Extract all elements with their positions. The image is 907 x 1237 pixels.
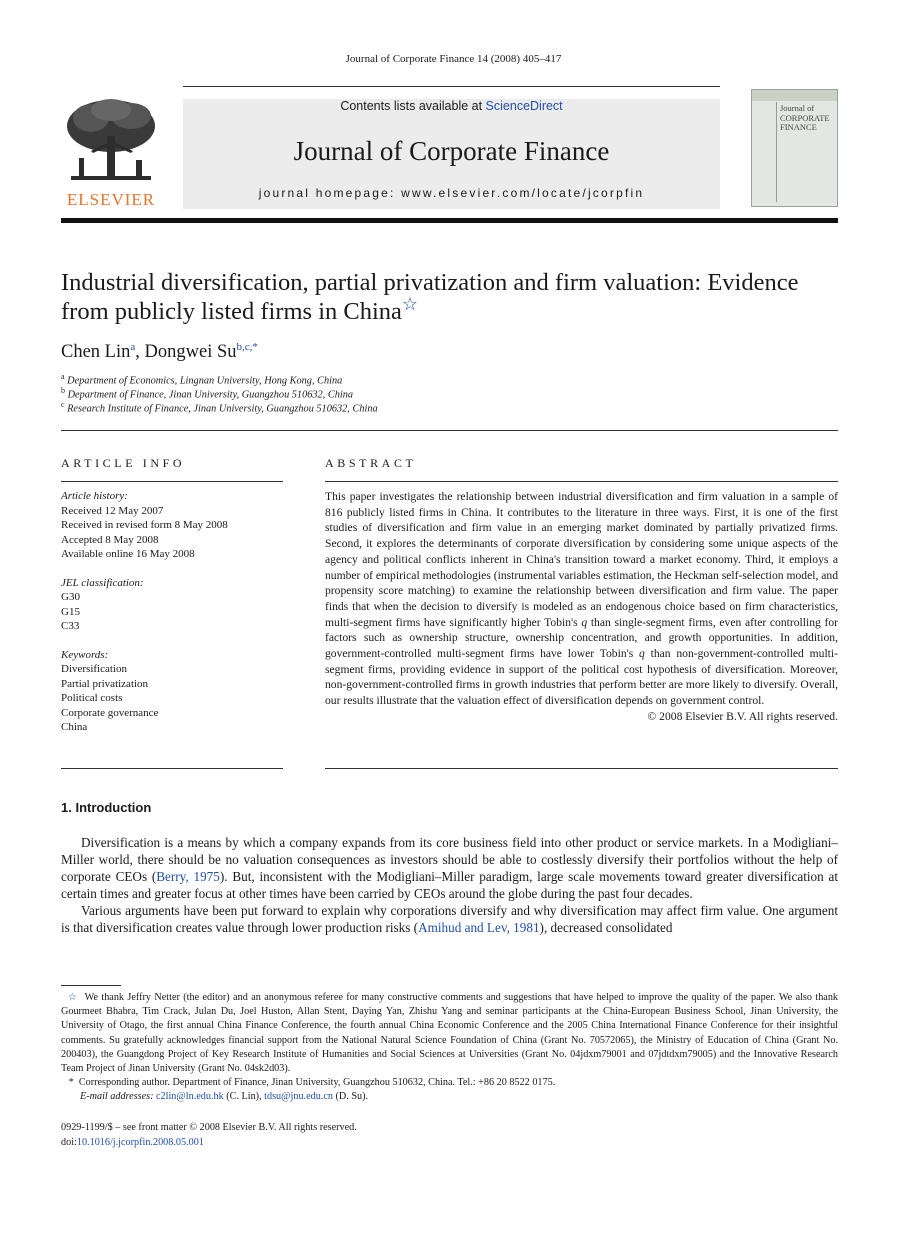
introduction-body [61, 834, 838, 937]
introduction-heading: 1. Introduction [61, 800, 152, 815]
para-text: Diversification is a means by which a company expands from its core business field into other product or service markets. In a Modigliani–Miller world, there should be no valuation consequences as investors should be able to costlessly diversify their portfolios without the help of corporate CEOs ( [61, 835, 838, 885]
footnote-acknowledgement [61, 991, 838, 1076]
jel-classification [61, 576, 283, 634]
abstract-q: q [581, 615, 588, 629]
author-affil-mark[interactable]: b,c,* [236, 341, 258, 353]
affil-text: Research Institute of Finance, Jinan University, Guangzhou 510632, China [67, 403, 378, 415]
affiliation [61, 400, 378, 414]
header-top-rule [183, 86, 720, 87]
history-item: Received in revised form 8 May 2008 [61, 519, 228, 531]
jel-label: JEL classification: [61, 576, 144, 589]
jel-code: C33 [61, 620, 80, 632]
abstract-text: than non-government-controlled multi-segment firms, providing evidence in support of the political cost hypothesis of diversification. Moreover, non-government-controlled firms in growth industries that perform better are more likely to diversify. Overall, our results illustrate that the valuation effect of diversification depends on government control. [325, 647, 838, 708]
affil-mark: b [61, 386, 65, 395]
paragraph [61, 834, 838, 902]
abstract-rule [325, 481, 838, 482]
author-separator: , [135, 342, 145, 363]
journal-homepage[interactable]: journal homepage: www.elsevier.com/locate/jcorpfin [258, 186, 645, 200]
keywords [61, 648, 283, 735]
paper-title [61, 268, 851, 326]
keyword: Political costs [61, 692, 123, 704]
affiliation [61, 372, 342, 386]
abstract-body [325, 489, 838, 725]
footnote-corresponding [61, 1076, 838, 1090]
cover-title [780, 104, 836, 133]
cover-header-band [752, 90, 837, 101]
keyword: China [61, 721, 88, 733]
paragraph [61, 902, 838, 936]
article-info-heading: ARTICLE INFO [61, 456, 186, 470]
journal-cover-thumbnail [751, 89, 838, 207]
author-affil-mark[interactable]: a [130, 341, 136, 353]
article-info-rule [61, 481, 283, 482]
issn-line: 0929-1199/$ – see front matter © 2008 Elsevier B.V. All rights reserved. [61, 1122, 357, 1133]
abstract-text: This paper investigates the relationship between industrial diversification and firm valuation in a sample of 816 publicly listed firms in China. It contributes to the literature in three ways. First, it is one of the first studies of diversification and firm value in an emerging market dominated by partially privatized firms. Second, it explores the determinants of corporate diversification by considering some unique aspects of the agency and political conflicts inherent in China's transition toward a market economy. Third, it employs a number of empirical methodologies (instrumental variables estimation, the Heckman self-selection model, and propensity score matching) to examine the relationship between diversification and firm value. The paper finds that when the decision to diversify is modeled as an endogenous choice based on firm characteristics, multi-segment firms have significantly higher Tobin's [325, 490, 838, 629]
email-link[interactable]: tdsu@jnu.edu.cn [264, 1091, 333, 1103]
title-divider [61, 430, 838, 431]
abstract-copyright: © 2008 Elsevier B.V. All rights reserved. [647, 709, 838, 723]
footnote-text: We thank Jeffry Netter (the editor) and an anonymous referee for many constructive comments and suggestions that have helped to improve the quality of the paper. We also thank Gourmeet Bhabra, Tim Crack, Julan Du, Joel Huston, Allan Stent, Daying Yan, Zhishu Yang and seminar participants at the China-European Business School, Jinan University, the University of Otago, the first annual China Finance Conference, the fourth annual China Economic Conference and the 2005 China International Finance Conference for their insightful comments. Su gratefully acknowledges financial support from the National Natural Science Foundation of China (Grant No. 70572065), the Ministry of Education of China (Grant No. 200403), the Guangdong Project of Key Research Institute of Humanities and Social Sciences at Universities (Grant No. 04jdxm79001 and 07jdtdxm79005) and the Innovative Research Team Project of Jinan University (Grant No. 04sk2d03). [61, 992, 839, 1075]
footnote-star-icon: ☆ [67, 992, 78, 1003]
jel-code: G15 [61, 605, 80, 618]
article-history [61, 489, 283, 562]
journal-reference: Journal of Corporate Finance 14 (2008) 405–417 [345, 53, 562, 65]
keyword: Corporate governance [61, 706, 159, 719]
abstract-q: q [639, 647, 645, 661]
history-item: Received 12 May 2007 [61, 504, 164, 517]
email-label: E-mail addresses: [80, 1091, 154, 1103]
footnote-asterisk: * [68, 1077, 74, 1089]
history-item: Accepted 8 May 2008 [61, 533, 159, 546]
para-text: ). But, inconsistent with the Modigliani–Miller paradigm, large scale movements toward greater diversification at certain times and greater focus at other times have been carried by CEOs around the globe during the past four decades. [61, 869, 839, 902]
footnote-emails [61, 1090, 838, 1104]
paper-title-text: Industrial diversification, partial privatization and firm valuation: Evidence from publicly listed firms in China [61, 269, 799, 325]
affil-mark: a [61, 372, 65, 381]
author-name: Chen Lin [61, 342, 131, 363]
contents-line [183, 99, 720, 113]
doi-link[interactable]: 10.1016/j.jcorpfin.2008.05.001 [76, 1136, 204, 1148]
keyword: Partial privatization [61, 677, 149, 690]
article-info-bottom-rule [61, 768, 283, 769]
affil-mark: c [61, 400, 65, 409]
author-list [61, 341, 258, 363]
history-label: Article history: [61, 490, 128, 502]
footnote-rule [61, 985, 121, 986]
footnote-text: Corresponding author. Department of Finance, Jinan University, Guangzhou 510632, China. Tel.: +86 20 8522 0175. [78, 1077, 556, 1089]
abstract-text: than single-segment firms, even after controlling for factors such as ownership structure, ownership concentration, and growth opportunities. In addition, government-controlled multi-segment firms have lower Tobin's [325, 615, 838, 661]
journal-title: Journal of Corporate Finance [293, 136, 610, 166]
abstract-heading: ABSTRACT [325, 456, 417, 470]
para-text: ), decreased consolidated [539, 920, 673, 936]
affil-text: Department of Finance, Jinan University, Guangzhou 510632, China [67, 389, 353, 401]
affil-text: Department of Economics, Lingnan University, Hong Kong, China [67, 375, 343, 387]
citation-link[interactable]: Berry, 1975 [156, 869, 220, 885]
cover-line: CORPORATE [780, 112, 830, 123]
email-owner: (C. Lin), [223, 1091, 265, 1103]
history-item: Available online 16 May 2008 [61, 548, 195, 560]
affiliation [61, 386, 353, 400]
front-matter [61, 1121, 357, 1150]
abstract-bottom-rule [325, 768, 838, 769]
footnotes [61, 991, 838, 1105]
citation-link[interactable]: Amihud and Lev, 1981 [418, 920, 540, 936]
email-link[interactable]: c2lin@ln.edu.hk [156, 1091, 224, 1103]
jel-code: G30 [61, 591, 80, 603]
sciencedirect-link[interactable]: ScienceDirect [485, 99, 563, 113]
keyword: Diversification [61, 663, 127, 675]
header-bottom-rule [61, 218, 838, 223]
cover-stripe [776, 102, 777, 202]
para-text: Various arguments have been put forward to explain why corporations diversify and why diversification may affect firm value. One argument is that diversification creates value through lower production risks ( [61, 903, 838, 936]
title-footnote-star-icon[interactable]: ☆ [401, 293, 419, 314]
cover-line: Journal of [780, 103, 815, 113]
doi-line [61, 1136, 357, 1151]
doi-label: doi: [61, 1136, 77, 1148]
cover-line: FINANCE [780, 122, 817, 132]
author-name: Dongwei Su [144, 342, 237, 363]
email-owner: (D. Su). [332, 1091, 369, 1103]
article-info [61, 489, 283, 749]
elsevier-wordmark: ELSEVIER [66, 190, 156, 209]
keywords-label: Keywords: [61, 648, 109, 661]
contents-prefix: Contents lists available at [340, 99, 486, 113]
